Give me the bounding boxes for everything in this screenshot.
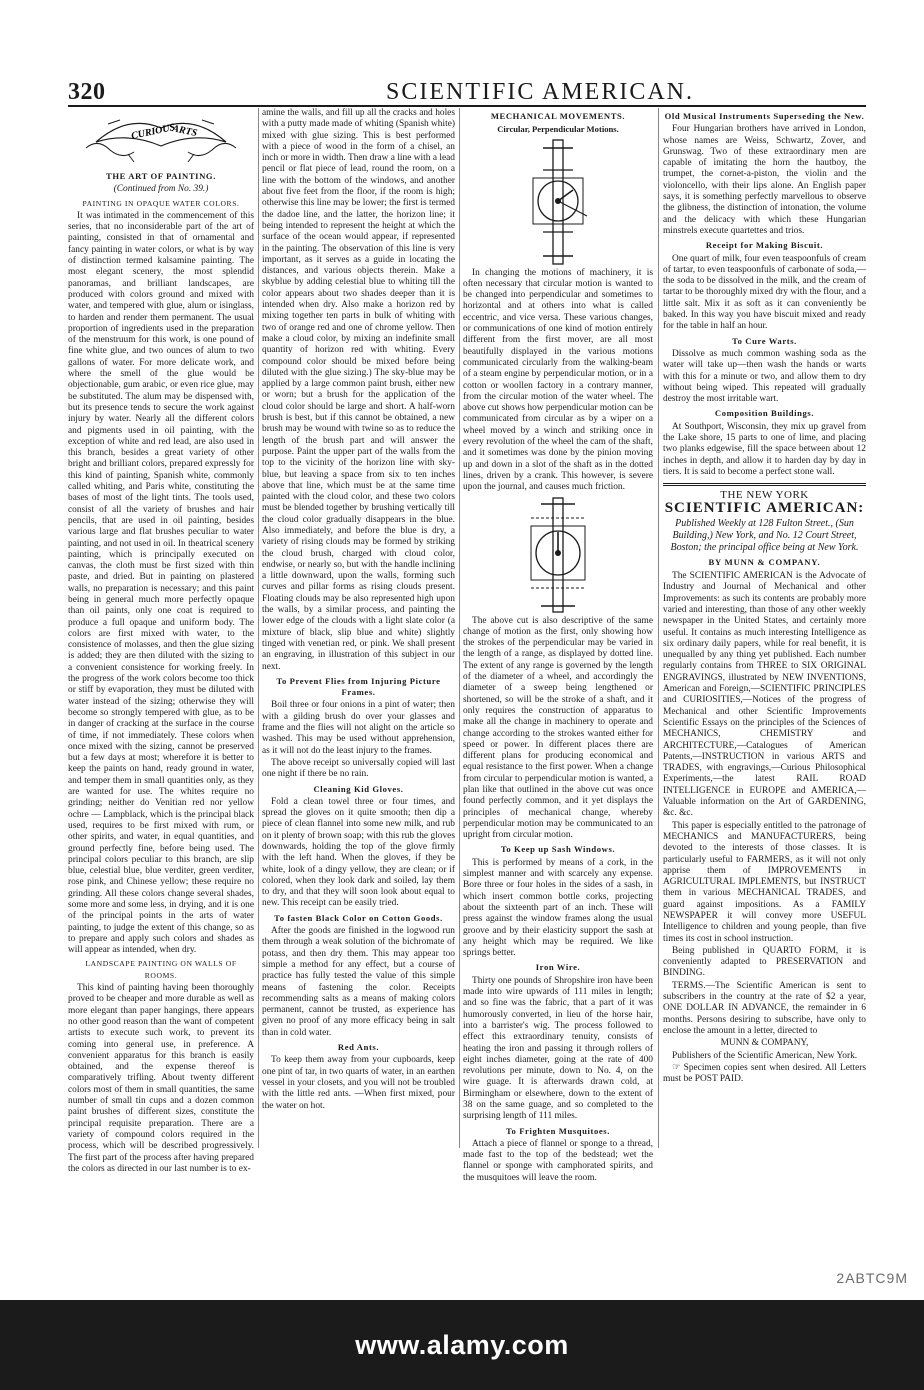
publisher-byline: BY MUNN & COMPANY.	[708, 556, 821, 567]
image-id: 2ABTC9M	[836, 1270, 908, 1286]
crank-motion-engraving-icon	[503, 496, 613, 614]
article-subtitle: PAINTING IN OPAQUE WATER COLORS.	[82, 198, 240, 208]
section-title: To Frighten Musquitoes.	[506, 1125, 610, 1136]
section-title: Cleaning Kid Gloves.	[313, 783, 404, 794]
article-paragraph: Boil three or four onions in a pint of water; then with a gilding brush do over your glasses and frame and the flies will not alight on the article so washed. This may be used without apprehension, as it will not do the least injury to the frames.	[262, 700, 455, 756]
section-title: Old Musical Instruments Superseding the New.	[664, 111, 865, 121]
article-paragraph: It was intimated in the commencement of this series, that no inconsiderable part of the art of painting, consisted in that of ornamental and fancy painting in water colors, or what is by way of distinction termed kalsamine painting. The most elegant scenery, the most splendid panoramas, and brilliant landscapes, are produced with colors ground and mixed with water, and tempered with glue, alum or isinglass, to harden and render them permanent. The usual proportion of ingredients used in the preparation of the menstruum for this work, is one pound of fine white glue, and two ounces of alum to two gallons of water. For more delicate work, and where the smell of the glue would be objectionable, gum arabic, or even rice glue, may be substituted. The alum may be dispensed with, but its presence tends to secure the work against injury by water. Nearly all the different colors and pigments used in oil painting, with the exception of white and red lead, are also used in this branch, besides a great variety of other bright and brilliant colors, prepared expressly for this kind of painting, Spanish white, commonly called whiting, and Paris white, constituting the bases of most of the light tints. The tools used, consist of all the variety of brushes and hair pencils, that are used in oil painting, besides various large and flat brushes peculiar to water painting, and not used in oil. In theatrical scenery painting, which is principally executed on canvas, the cloth must be first sized with thin paste, and dried. But in painting on plastered walls, no preparation is necessary; and this paint being in general much more perfectly opaque than oil paints, only one coat is required to produce a full opaque and uniform body. The colors are first mixed with water, to the consistence of molasses, and then the glue sizing is added; they are then diluted with the sizing to a convenient consistence for working freely. In the progress of the work colors become too thick or stiff by evaporation, they must be diluted with water instead of the sizing; otherwise they will become so strongly tempered with glue, as to be in danger of cracking at the surface in the course of time, if not immediately. These colors when once mixed with the sizing, cannot be preserved but a few days at most; wherefore it is better to keep the paints on hand, ready ground in water, and temper them in small quantities only, as they are wanted for use. The whites require no grinding; neither do Venitian red nor yellow ochre — Lampblack, which is the principal black used, requires to be first mixed with rum, or other spirits, and water, in equal quantities, and ground perfectly fine, before being used. The principal colors peculiar to this branch, are slip blue, celestial blue, blue verditer, green verditer, rose pink, and Chinese yellow; these require no grinding. All these colors change several shades, some more and some less, in drying, and it is one of the principal points in the arts of water painting, to judge the extent of this change, so as to prepare and apply such colors and shades as will appear as intended, when dry.	[68, 210, 254, 956]
article-paragraph: At Southport, Wisconsin, they mix up gravel from the Lake shore, 15 parts to one of lime, and placing two planks edgewise, fill the space between about 12 inches in depth, and allow it to harden day by day in tiers. It is said to become a perfect stone wall.	[663, 421, 866, 477]
prospectus-paragraph: TERMS.—The Scientific American is sent to subscribers in the country at the rate of $2 a year, ONE DOLLAR IN ADVANCE, the remainder in 6 months. Persons desiring to subscribe, have only to enclose the amount in a letter, directed to	[663, 980, 866, 1036]
prospectus-paragraph: Being published in QUARTO FORM, it is conveniently adapted to PRESERVATION and BINDING.	[663, 945, 866, 979]
section-title: MECHANICAL MOVEMENTS.	[490, 111, 626, 121]
article-paragraph: Dissolve as much common washing soda as the water will take up—then wash the hands or warts with this for a minute or two, and allow them to dry without being wiped. This repeated will gradually destroy the most irritable wart.	[663, 348, 866, 405]
logo-text: CURIOUS ARTS	[68, 108, 76, 109]
column-divider	[258, 108, 259, 1148]
section-title: To Prevent Flies from Injuring Picture Frames.	[276, 675, 441, 698]
section-title: LANDSCAPE PAINTING ON WALLS OF ROOMS.	[85, 959, 237, 980]
masthead: SCIENTIFIC AMERICAN.	[385, 79, 695, 105]
prospectus-kicker: THE NEW YORK	[720, 489, 809, 502]
article-title: THE ART OF PAINTING.	[106, 171, 216, 181]
divider	[663, 485, 866, 486]
curious-arts-logo-icon	[68, 108, 254, 168]
circular-motion-engraving-icon	[503, 138, 613, 266]
section-title: To Cure Warts.	[732, 335, 797, 346]
prospectus-title: SCIENTIFIC AMERICAN:	[664, 499, 865, 516]
column-3	[463, 108, 653, 1183]
article-paragraph: amine the walls, and fill up all the cracks and holes with a putty made made of whiting (Spanish white) mixed with glue sizing. This is best performed with a piece of wood in the form of a chisel, an inch or more in width. Then draw a line with a lead pencil or flat piece of lead, round the room, on a line with the bottom of the windows, and another about five feet from the floor, if the room is high; otherwise this line may be lower; the first is termed the dadoe line, and the latter, the horizon line; it being intended to represent the height at which the surface of the ocean would appear, if represented in the painting. The observation of this line is very important, as it serves as a guide in locating the distances, and various objects therein. Make a skyblue by adding celestial blue to whiting till the color appears about two shades deeper than it is intended when dry. Also make a horizon red by mixing together ten parts in bulk of whiting with two of orange red and one of chrome yellow. Then make a cloud color, by mixing an indefinite small quantity of horizon red with whiting. Every compound color should be mixed before being diluted with the glue sizing.) The sky-blue may be applied by a large common paint brush, either new or worn; but a brush for the application of the cloud color should be large and short. A half-worn brush is best, but if this cannot be obtained, a new brush may be wound with twine so as to reduce the length of the brush part and will answer the purpose. Paint the upper part of the walls from the top to the vicinity of the horizon line with sky-blue, but leaving a space from six to ten inches above that line, which must be at the same time painted with the cloud color, and these two colors must be blended together by brushing vertically till the cloud color gradually disappears in the blue. Also immediately, and before the blue is dry, a variety of rising clouds may be formed by striking the cloud brush, charged with cloud color, endwise, or nearly so, but with the handle inclining a little downward, upon the walls, forming such curves and pillar forms as rising clouds present. Floating clouds may be also represented high upon the walls, by a similar process, and painting the lower edge of the clouds with a light slate color (a mixture of black, slip blue and white) slightly tinged with venetian red, or pink. We shall present an engraving, in illustration of this subject in our next.	[262, 108, 455, 672]
prospectus-paragraph: The SCIENTIFIC AMERICAN is the Advocate of Industry and Journal of Mechanical and other Improvements: as such its contents are probably more varied and interesting, than those of any other weekly newspaper in the United States, and certainly more useful. It contains as much interesting Intelligence as six ordinary daily papers, while for real benefit, it is unequalled by any thing yet published. Each number regularly contains from THREE to SIX ORIGINAL ENGRAVINGS, illustrated by NEW INVENTIONS, American and Foreign,—SCIENTIFIC PRINCIPLES and CURIOSITIES,—Notices of the progress of Mechanical and other Scientific Improvements Scientific Essays on the principles of the Sciences of MECHANICS, CHEMISTRY and ARCHITECTURE,—Catalogues of American Patents,—INSTRUCTION in various ARTS and TRADES, with engravings,—Curious Philosophical Experiments,—the latest RAIL ROAD INTELLIGENCE in EUROPE and AMERICA,—Valuable information on the Art of GARDENING, &c. &c.	[663, 571, 866, 819]
article-paragraph: Attach a piece of flannel or sponge to a thread, made fast to the top of the bedstead; wet the flannel or sponge with camphorated spirits, and the musquitoes will leave the room.	[463, 1138, 653, 1183]
section-title: Iron Wire.	[535, 962, 581, 973]
column-divider	[658, 108, 659, 1148]
section-title: To Keep up Sash Windows.	[500, 844, 616, 855]
article-paragraph: This is performed by means of a cork, in the simplest manner and with scarcely any expense. Bore three or four holes in the sides of a sash, in which insert common bottle corks, projecting about the sixteenth part of an inch. These will press against the window frames along the usual groove and by their elasticity support the sash at any height which may be required. We like springs better.	[463, 857, 653, 959]
column-1	[68, 108, 254, 1174]
section-title: To fasten Black Color on Cotton Goods.	[274, 912, 443, 923]
page-number: 320	[68, 79, 106, 105]
prospectus-paragraph: This paper is especially entitled to the patronage of MECHANICS and MANUFACTURERS, being devoted to the interests of those classes. It is particularly useful to FARMERS, as it will not only apprise them of IMPROVEMENTS in AGRICULTURAL IMPLEMENTS, but INSTRUCT them in various MECHANICAL TRADES, and guard against impositions. As a FAMILY NEWSPAPER it will convey more USEFUL Intelligence to children and young people, than five times its cost in school instruction.	[663, 820, 866, 944]
divider	[663, 483, 866, 484]
section-subtitle: Circular, Perpendicular Motions.	[497, 124, 619, 135]
article-continued: (Continued from No. 39.)	[113, 184, 209, 195]
section-title: Composition Buildings.	[714, 408, 815, 419]
specimen-note: ☞ Specimen copies sent when desired. All Letters must be POST PAID.	[663, 1062, 866, 1085]
footer-url: www.alamy.com	[355, 1329, 569, 1360]
article-paragraph: Thirty one pounds of Shropshire iron have been made into wire upwards of 111 miles in length; and so fine was the fabric, that a part of it was humorously converted, in lieu of the horse hair, into a barrister's wig. The process followed to effect this extraordinary tenuity, consists of heating the iron and passing it through rollers of eight inches diameter, going at the rate of 400 revolutions per minute, down to No. 4, on the wire guage. It is afterwards drawn cold, at Birmingham or elsewhere, down to the extent of 38 on the same guage, and so completed to the surprising length of 111 miles.	[463, 975, 653, 1122]
article-paragraph: The above receipt so universally copied will last one night if there be no rain.	[262, 757, 455, 780]
column-4	[663, 108, 866, 1148]
masthead-rule	[68, 105, 866, 107]
svg-text:ARTS: ARTS	[171, 123, 199, 140]
article-paragraph: Fold a clean towel three or four times, and spread the gloves on it quite smooth; then dip a piece of clean flannel into some new milk, and rub on it plenty of brown soap; with this rub the gloves downwards, holding the top of the glove firmly with the left hand. When the gloves, if they be white, look of a dingy yellow, they are clean; or if colored, when they look dark and soiled, lay them to dry, and that they will soon look about equal to new. This receipt can be easily tried.	[262, 796, 455, 909]
column-divider	[459, 108, 460, 1148]
article-paragraph: To keep them away from your cupboards, keep one pint of tar, in two quarts of water, in an earthen vessel in your closets, and you will not be troubled with the little red ants. —When first mixed, pour the water on hot.	[262, 1055, 455, 1111]
article-paragraph: One quart of milk, four even teaspoonfuls of cream of tartar, to even teaspoonfuls of carbonate of soda,—the soda to be dissolved in the milk, and the cream of tartar to be thoroughly mixed dry with the flour, and a little salt. Mix it as soft as it can conveniently be baked. In this way you have biscuit mixed and ready for the table in half an hour.	[663, 253, 866, 332]
section-title: Receipt for Making Biscuit.	[705, 240, 824, 251]
footer-bar	[0, 1300, 924, 1390]
article-paragraph: This kind of painting having been thoroughly proved to be cheaper and more durable as well as more elegant than paper hangings, there appears no other good reason than the want of competent artists to execute such work, to prevent its coming into general use, in preference. A convenient apparatus for this branch is easily obtained, and the expense thereof is comparatively trifling. About twenty different colors most of them in small quantities, the same number of small tin cups and a dozen common paint brushes of different sizes, constitute the principal requisite preparation. There are a variety of compound colors required in the process, which will be described progressively. The first part of the process after having prepared the colors as directed in our last number is to ex-	[68, 983, 254, 1174]
article-paragraph: Four Hungarian brothers have arrived in London, whose names are Weiss, Schwartz, Zover, and Grunswag. Two of these extraordinary men are capable of imitating the horn the hautboy, the trumpet, the cornet-a-piston, the violin and the violoncello, with their lips alone. An English paper says, it is something perfectly marvellous to observe the glibness, the distinction of intonation, the volume and the delicacy with which these Hungarian minstrels execute quartettes and trios.	[663, 124, 866, 236]
publisher-line: Publishers of the Scientific American, New York.	[672, 1050, 858, 1061]
article-paragraph: After the goods are finished in the logwood run them through a weak solution of the bichromate of potass, and then dry them. This may appear too simple a method for any effect, but a course of practice has fully tested the value of this simple means of fastening the color. Receipts recommending salts as a means of making colors permanent, cannot be trusted, as experience has given no proof of any more efficacy being in salt than in cold water.	[262, 926, 455, 1038]
section-title: Red Ants.	[337, 1042, 380, 1053]
publication-info: Published Weekly at 128 Fulton Street., (Sun Building,) New York, and No. 12 Court Street, Boston; the principal office being at New York.	[670, 517, 859, 553]
publisher-signature: MUNN & COMPANY,	[720, 1038, 809, 1049]
column-2	[262, 108, 455, 1148]
article-paragraph: The above cut is also descriptive of the same change of motion as the first, only showing how the strokes of the perpendicular may be varied in the length of a range, as displayed by dotted line. The extent of any range is governed by the length of the diameter of a wheel, and accordingly the diameter of a sweep being lengthened or shortened, so will be the stroke of a shaft, and it only requires the construction of apparatus to make all the change in machinery to operate and change according to the strokes wanted either for speed or power. In different places there are different plans for producing economical and equal resistance to the first power. When a change from circular to perpendicular motion is wanted, a plan like that outlined in the above cut was once found perfectly common, and it yet displays the principles of mechanical change, whereby perpendicular motion may be communicated to an upright from circular motion.	[463, 615, 653, 841]
svg-text:CURIOUS: CURIOUS	[130, 121, 177, 142]
article-paragraph: In changing the motions of machinery, it is often necessary that circular motion is wanted to be changed into perpendicular and sometimes to horizontal and at others into what is called eccentric, and vice versa. These various changes, or communications of one kind of motion entirely different from the first mover, are all most beautifully displayed in the various motions communicated circularly from the walking-beam of a steam engine by perpendicular motion, or in a cotton or woollen factory in a contrary manner, from the circular motion of the water wheel. The above cut shows how perpendicular motion can be communicated from circular as by a wiper on a wheel moved by a winch and striking once in every revolution of the wheel the cam of the shaft, and it sometimes was done by the pinion moving up and down in a slot of the shaft as in the dotted lines, driven by a crank. This however, is severe upon the journal, and causes much friction.	[463, 267, 653, 493]
